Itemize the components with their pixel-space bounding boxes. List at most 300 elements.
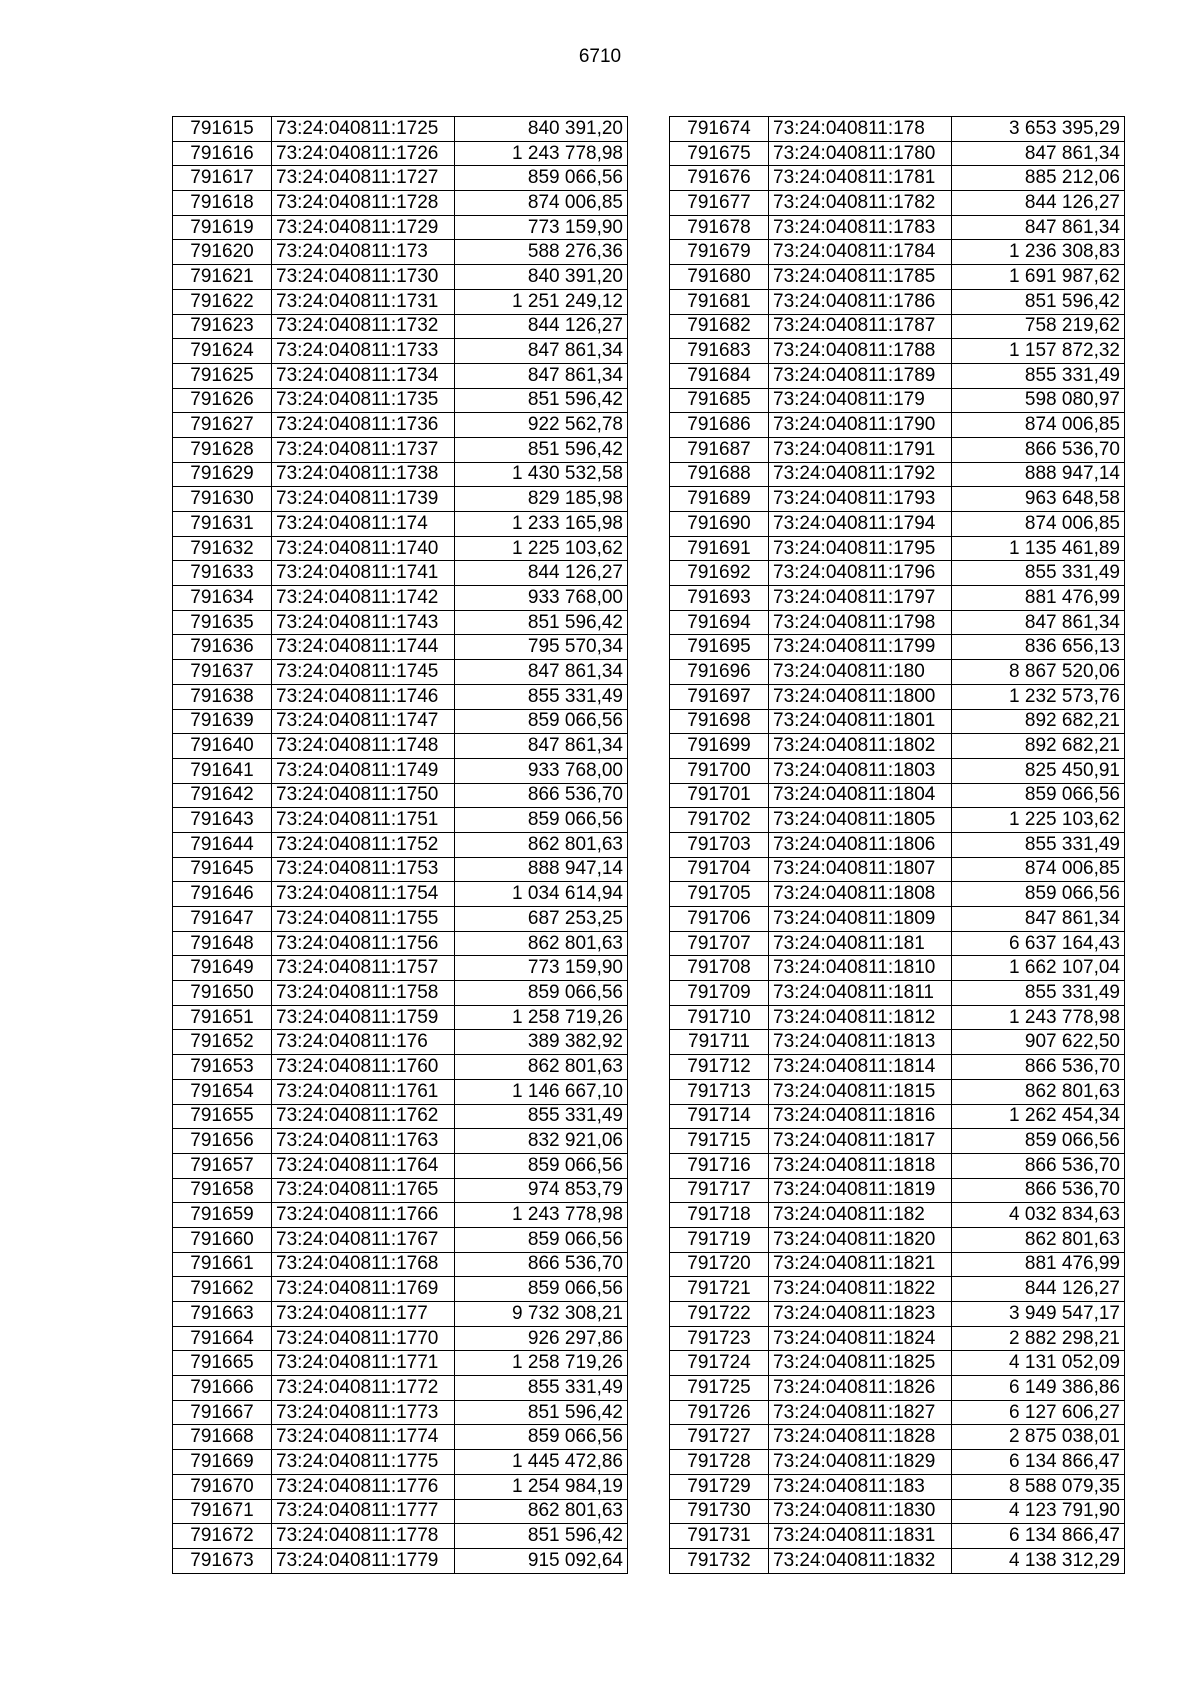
table-row [670,1153,1125,1178]
record-number-cell: 791706 [670,907,769,932]
record-number-cell: 791673 [173,1548,272,1573]
record-number-cell: 791690 [670,512,769,537]
record-number-cell: 791621 [173,265,272,290]
value-cell: 859 066,56 [455,709,628,734]
value-cell: 915 092,64 [455,1548,628,1573]
value-cell: 1 251 249,12 [455,289,628,314]
cadastral-number-cell: 73:24:040811:1769 [272,1277,455,1302]
table-row [173,561,628,586]
value-cell: 1 258 719,26 [455,1005,628,1030]
table-row [173,462,628,487]
table-row [173,265,628,290]
table-row [173,1203,628,1228]
record-number-cell: 791712 [670,1055,769,1080]
value-cell: 773 159,90 [455,956,628,981]
cadastral-number-cell: 73:24:040811:1776 [272,1474,455,1499]
value-cell: 933 768,00 [455,758,628,783]
record-number-cell: 791716 [670,1153,769,1178]
table-row [173,1376,628,1401]
record-number-cell: 791624 [173,339,272,364]
cadastral-number-cell: 73:24:040811:1831 [769,1524,952,1549]
cadastral-number-cell: 73:24:040811:1764 [272,1153,455,1178]
left-table-body [173,117,628,1574]
cadastral-number-cell: 73:24:040811:1773 [272,1400,455,1425]
value-cell: 851 596,42 [455,610,628,635]
record-number-cell: 791671 [173,1499,272,1524]
record-number-cell: 791630 [173,487,272,512]
table-row [173,981,628,1006]
value-cell: 1 662 107,04 [952,956,1125,981]
table-row [670,1277,1125,1302]
cadastral-number-cell: 73:24:040811:1816 [769,1104,952,1129]
value-cell: 855 331,49 [952,981,1125,1006]
record-number-cell: 791695 [670,635,769,660]
cadastral-number-cell: 73:24:040811:1827 [769,1400,952,1425]
cadastral-number-cell: 73:24:040811:1822 [769,1277,952,1302]
value-cell: 907 622,50 [952,1030,1125,1055]
cadastral-number-cell: 73:24:040811:178 [769,117,952,142]
value-cell: 933 768,00 [455,586,628,611]
value-cell: 862 801,63 [952,1227,1125,1252]
value-cell: 859 066,56 [455,1277,628,1302]
record-number-cell: 791724 [670,1351,769,1376]
value-cell: 2 882 298,21 [952,1326,1125,1351]
table-row [670,1227,1125,1252]
table-row [670,240,1125,265]
table-row [670,808,1125,833]
record-number-cell: 791622 [173,289,272,314]
cadastral-number-cell: 73:24:040811:1826 [769,1376,952,1401]
value-cell: 847 861,34 [952,610,1125,635]
table-row [670,956,1125,981]
value-cell: 859 066,56 [952,783,1125,808]
table-row [173,1030,628,1055]
record-number-cell: 791631 [173,512,272,537]
cadastral-number-cell: 73:24:040811:1744 [272,635,455,660]
value-cell: 881 476,99 [952,1252,1125,1277]
record-number-cell: 791651 [173,1005,272,1030]
record-number-cell: 791664 [173,1326,272,1351]
cadastral-number-cell: 73:24:040811:1759 [272,1005,455,1030]
record-number-cell: 791667 [173,1400,272,1425]
record-number-cell: 791616 [173,141,272,166]
value-cell: 3 949 547,17 [952,1302,1125,1327]
cadastral-number-cell: 73:24:040811:1783 [769,215,952,240]
cadastral-number-cell: 73:24:040811:1819 [769,1178,952,1203]
cadastral-number-cell: 73:24:040811:1735 [272,388,455,413]
cadastral-number-cell: 73:24:040811:1812 [769,1005,952,1030]
table-row [670,1499,1125,1524]
record-number-cell: 791635 [173,610,272,635]
cadastral-number-cell: 73:24:040811:1799 [769,635,952,660]
table-row [173,1302,628,1327]
value-cell: 847 861,34 [455,660,628,685]
table-row [670,734,1125,759]
table-row [173,956,628,981]
value-cell: 847 861,34 [952,907,1125,932]
table-row [173,808,628,833]
cadastral-number-cell: 73:24:040811:173 [272,240,455,265]
cadastral-number-cell: 73:24:040811:1763 [272,1129,455,1154]
table-row [670,1524,1125,1549]
record-number-cell: 791626 [173,388,272,413]
record-number-cell: 791672 [173,1524,272,1549]
table-row [670,660,1125,685]
record-number-cell: 791700 [670,758,769,783]
value-cell: 8 588 079,35 [952,1474,1125,1499]
cadastral-number-cell: 73:24:040811:1820 [769,1227,952,1252]
cadastral-number-cell: 73:24:040811:1757 [272,956,455,981]
table-row [670,783,1125,808]
record-number-cell: 791699 [670,734,769,759]
cadastral-number-cell: 73:24:040811:1766 [272,1203,455,1228]
table-row [173,1326,628,1351]
record-number-cell: 791652 [173,1030,272,1055]
record-number-cell: 791729 [670,1474,769,1499]
record-number-cell: 791704 [670,857,769,882]
value-cell: 829 185,98 [455,487,628,512]
value-cell: 2 875 038,01 [952,1425,1125,1450]
table-row [670,709,1125,734]
cadastral-number-cell: 73:24:040811:1726 [272,141,455,166]
cadastral-number-cell: 73:24:040811:1798 [769,610,952,635]
record-number-cell: 791628 [173,437,272,462]
table-row [173,215,628,240]
cadastral-number-cell: 73:24:040811:1730 [272,265,455,290]
value-cell: 866 536,70 [952,1178,1125,1203]
value-cell: 855 331,49 [455,1104,628,1129]
cadastral-number-cell: 73:24:040811:174 [272,512,455,537]
record-number-cell: 791670 [173,1474,272,1499]
table-row [670,437,1125,462]
cadastral-number-cell: 73:24:040811:183 [769,1474,952,1499]
table-row [670,314,1125,339]
record-number-cell: 791681 [670,289,769,314]
cadastral-number-cell: 73:24:040811:1789 [769,363,952,388]
table-row [670,1030,1125,1055]
value-cell: 862 801,63 [455,931,628,956]
record-number-cell: 791657 [173,1153,272,1178]
cadastral-number-cell: 73:24:040811:1745 [272,660,455,685]
record-number-cell: 791617 [173,166,272,191]
cadastral-number-cell: 73:24:040811:1771 [272,1351,455,1376]
record-number-cell: 791655 [173,1104,272,1129]
value-cell: 389 382,92 [455,1030,628,1055]
value-cell: 1 157 872,32 [952,339,1125,364]
cadastral-number-cell: 73:24:040811:1737 [272,437,455,462]
value-cell: 8 867 520,06 [952,660,1125,685]
value-cell: 6 149 386,86 [952,1376,1125,1401]
cadastral-number-cell: 73:24:040811:1807 [769,857,952,882]
table-row [670,1326,1125,1351]
record-number-cell: 791689 [670,487,769,512]
value-cell: 1 243 778,98 [455,141,628,166]
table-row [173,1153,628,1178]
value-cell: 9 732 308,21 [455,1302,628,1327]
value-cell: 1 135 461,89 [952,536,1125,561]
right-table [669,116,1125,1574]
table-row [173,413,628,438]
table-row [173,1400,628,1425]
record-number-cell: 791638 [173,684,272,709]
record-number-cell: 791702 [670,808,769,833]
record-number-cell: 791717 [670,1178,769,1203]
cadastral-number-cell: 73:24:040811:1791 [769,437,952,462]
cadastral-number-cell: 73:24:040811:1796 [769,561,952,586]
cadastral-number-cell: 73:24:040811:176 [272,1030,455,1055]
record-number-cell: 791656 [173,1129,272,1154]
value-cell: 840 391,20 [455,117,628,142]
cadastral-number-cell: 73:24:040811:182 [769,1203,952,1228]
record-number-cell: 791676 [670,166,769,191]
record-number-cell: 791725 [670,1376,769,1401]
value-cell: 851 596,42 [455,1400,628,1425]
record-number-cell: 791636 [173,635,272,660]
cadastral-number-cell: 73:24:040811:1755 [272,907,455,932]
table-row [670,1302,1125,1327]
table-row [670,1005,1125,1030]
cadastral-number-cell: 73:24:040811:1749 [272,758,455,783]
value-cell: 855 331,49 [952,832,1125,857]
cadastral-number-cell: 73:24:040811:1782 [769,191,952,216]
record-number-cell: 791682 [670,314,769,339]
cadastral-number-cell: 73:24:040811:1761 [272,1079,455,1104]
value-cell: 1 225 103,62 [455,536,628,561]
cadastral-number-cell: 73:24:040811:1762 [272,1104,455,1129]
table-row [173,1178,628,1203]
record-number-cell: 791678 [670,215,769,240]
table-row [173,709,628,734]
table-row [670,1351,1125,1376]
record-number-cell: 791639 [173,709,272,734]
table-row [173,1548,628,1573]
value-cell: 844 126,27 [455,314,628,339]
record-number-cell: 791694 [670,610,769,635]
record-number-cell: 791668 [173,1425,272,1450]
record-number-cell: 791730 [670,1499,769,1524]
cadastral-number-cell: 73:24:040811:1823 [769,1302,952,1327]
cadastral-number-cell: 73:24:040811:1828 [769,1425,952,1450]
cadastral-number-cell: 73:24:040811:1733 [272,339,455,364]
table-row [173,1524,628,1549]
table-row [670,1055,1125,1080]
table-row [173,1005,628,1030]
cadastral-number-cell: 73:24:040811:1758 [272,981,455,1006]
record-number-cell: 791677 [670,191,769,216]
record-number-cell: 791711 [670,1030,769,1055]
cadastral-number-cell: 73:24:040811:1765 [272,1178,455,1203]
record-number-cell: 791646 [173,882,272,907]
record-number-cell: 791627 [173,413,272,438]
table-row [173,1079,628,1104]
record-number-cell: 791620 [173,240,272,265]
cadastral-number-cell: 73:24:040811:1740 [272,536,455,561]
value-cell: 4 138 312,29 [952,1548,1125,1573]
value-cell: 3 653 395,29 [952,117,1125,142]
table-row [173,388,628,413]
cadastral-number-cell: 73:24:040811:1768 [272,1252,455,1277]
record-number-cell: 791683 [670,339,769,364]
page-number: 6710 [578,46,622,67]
record-number-cell: 791708 [670,956,769,981]
cadastral-number-cell: 73:24:040811:1779 [272,1548,455,1573]
record-number-cell: 791701 [670,783,769,808]
value-cell: 1 233 165,98 [455,512,628,537]
cadastral-number-cell: 73:24:040811:1772 [272,1376,455,1401]
cadastral-number-cell: 73:24:040811:1742 [272,586,455,611]
cadastral-number-cell: 73:24:040811:1790 [769,413,952,438]
value-cell: 885 212,06 [952,166,1125,191]
record-number-cell: 791719 [670,1227,769,1252]
cadastral-number-cell: 73:24:040811:1802 [769,734,952,759]
value-cell: 825 450,91 [952,758,1125,783]
record-number-cell: 791723 [670,1326,769,1351]
table-row [173,783,628,808]
record-number-cell: 791710 [670,1005,769,1030]
cadastral-number-cell: 73:24:040811:1829 [769,1450,952,1475]
table-row [173,117,628,142]
table-row [173,1104,628,1129]
value-cell: 881 476,99 [952,586,1125,611]
cadastral-number-cell: 73:24:040811:1814 [769,1055,952,1080]
value-cell: 1 445 472,86 [455,1450,628,1475]
cadastral-number-cell: 73:24:040811:181 [769,931,952,956]
cadastral-number-cell: 73:24:040811:1753 [272,857,455,882]
cadastral-number-cell: 73:24:040811:1727 [272,166,455,191]
value-cell: 1 243 778,98 [952,1005,1125,1030]
value-cell: 851 596,42 [455,388,628,413]
record-number-cell: 791618 [173,191,272,216]
value-cell: 1 232 573,76 [952,684,1125,709]
table-row [670,413,1125,438]
value-cell: 773 159,90 [455,215,628,240]
table-row [670,1129,1125,1154]
record-number-cell: 791697 [670,684,769,709]
table-row [670,117,1125,142]
value-cell: 859 066,56 [952,882,1125,907]
table-row [670,1400,1125,1425]
value-cell: 855 331,49 [455,684,628,709]
value-cell: 866 536,70 [952,437,1125,462]
table-row [173,758,628,783]
table-row [670,832,1125,857]
record-number-cell: 791619 [173,215,272,240]
record-number-cell: 791629 [173,462,272,487]
table-row [670,561,1125,586]
value-cell: 4 131 052,09 [952,1351,1125,1376]
table-row [173,1425,628,1450]
record-number-cell: 791731 [670,1524,769,1549]
cadastral-number-cell: 73:24:040811:1813 [769,1030,952,1055]
value-cell: 836 656,13 [952,635,1125,660]
record-number-cell: 791663 [173,1302,272,1327]
record-number-cell: 791696 [670,660,769,685]
record-number-cell: 791727 [670,1425,769,1450]
value-cell: 866 536,70 [952,1153,1125,1178]
value-cell: 1 034 614,94 [455,882,628,907]
table-row [670,487,1125,512]
cadastral-number-cell: 73:24:040811:1760 [272,1055,455,1080]
cadastral-number-cell: 73:24:040811:1786 [769,289,952,314]
record-number-cell: 791632 [173,536,272,561]
value-cell: 847 861,34 [952,141,1125,166]
record-number-cell: 791721 [670,1277,769,1302]
value-cell: 926 297,86 [455,1326,628,1351]
record-number-cell: 791687 [670,437,769,462]
table-row [173,586,628,611]
value-cell: 1 225 103,62 [952,808,1125,833]
table-row [670,191,1125,216]
table-row [173,684,628,709]
table-row [670,857,1125,882]
value-cell: 4 032 834,63 [952,1203,1125,1228]
cadastral-number-cell: 73:24:040811:1803 [769,758,952,783]
table-row [670,907,1125,932]
value-cell: 847 861,34 [952,215,1125,240]
record-number-cell: 791647 [173,907,272,932]
cadastral-number-cell: 73:24:040811:1793 [769,487,952,512]
record-number-cell: 791625 [173,363,272,388]
cadastral-number-cell: 73:24:040811:1748 [272,734,455,759]
value-cell: 859 066,56 [455,808,628,833]
record-number-cell: 791640 [173,734,272,759]
cadastral-number-cell: 73:24:040811:1770 [272,1326,455,1351]
cadastral-number-cell: 73:24:040811:1830 [769,1499,952,1524]
cadastral-number-cell: 73:24:040811:1795 [769,536,952,561]
table-row [670,289,1125,314]
cadastral-number-cell: 73:24:040811:1741 [272,561,455,586]
table-row [670,536,1125,561]
value-cell: 888 947,14 [455,857,628,882]
cadastral-number-cell: 73:24:040811:1736 [272,413,455,438]
table-row [173,857,628,882]
value-cell: 758 219,62 [952,314,1125,339]
record-number-cell: 791633 [173,561,272,586]
table-row [670,339,1125,364]
record-number-cell: 791688 [670,462,769,487]
cadastral-number-cell: 73:24:040811:1767 [272,1227,455,1252]
value-cell: 855 331,49 [455,1376,628,1401]
table-row [670,141,1125,166]
record-number-cell: 791698 [670,709,769,734]
value-cell: 874 006,85 [952,857,1125,882]
cadastral-number-cell: 73:24:040811:1781 [769,166,952,191]
record-number-cell: 791662 [173,1277,272,1302]
table-row [670,1425,1125,1450]
cadastral-number-cell: 73:24:040811:1809 [769,907,952,932]
value-cell: 1 258 719,26 [455,1351,628,1376]
value-cell: 892 682,21 [952,734,1125,759]
record-number-cell: 791726 [670,1400,769,1425]
record-number-cell: 791654 [173,1079,272,1104]
cadastral-number-cell: 73:24:040811:1818 [769,1153,952,1178]
record-number-cell: 791642 [173,783,272,808]
value-cell: 6 127 606,27 [952,1400,1125,1425]
right-table-body [670,117,1125,1574]
table-row [173,1252,628,1277]
table-row [670,512,1125,537]
value-cell: 6 134 866,47 [952,1524,1125,1549]
value-cell: 888 947,14 [952,462,1125,487]
value-cell: 974 853,79 [455,1178,628,1203]
table-row [670,363,1125,388]
value-cell: 866 536,70 [952,1055,1125,1080]
table-row [670,265,1125,290]
table-row [670,931,1125,956]
value-cell: 862 801,63 [455,832,628,857]
table-row [173,240,628,265]
table-row [173,1129,628,1154]
